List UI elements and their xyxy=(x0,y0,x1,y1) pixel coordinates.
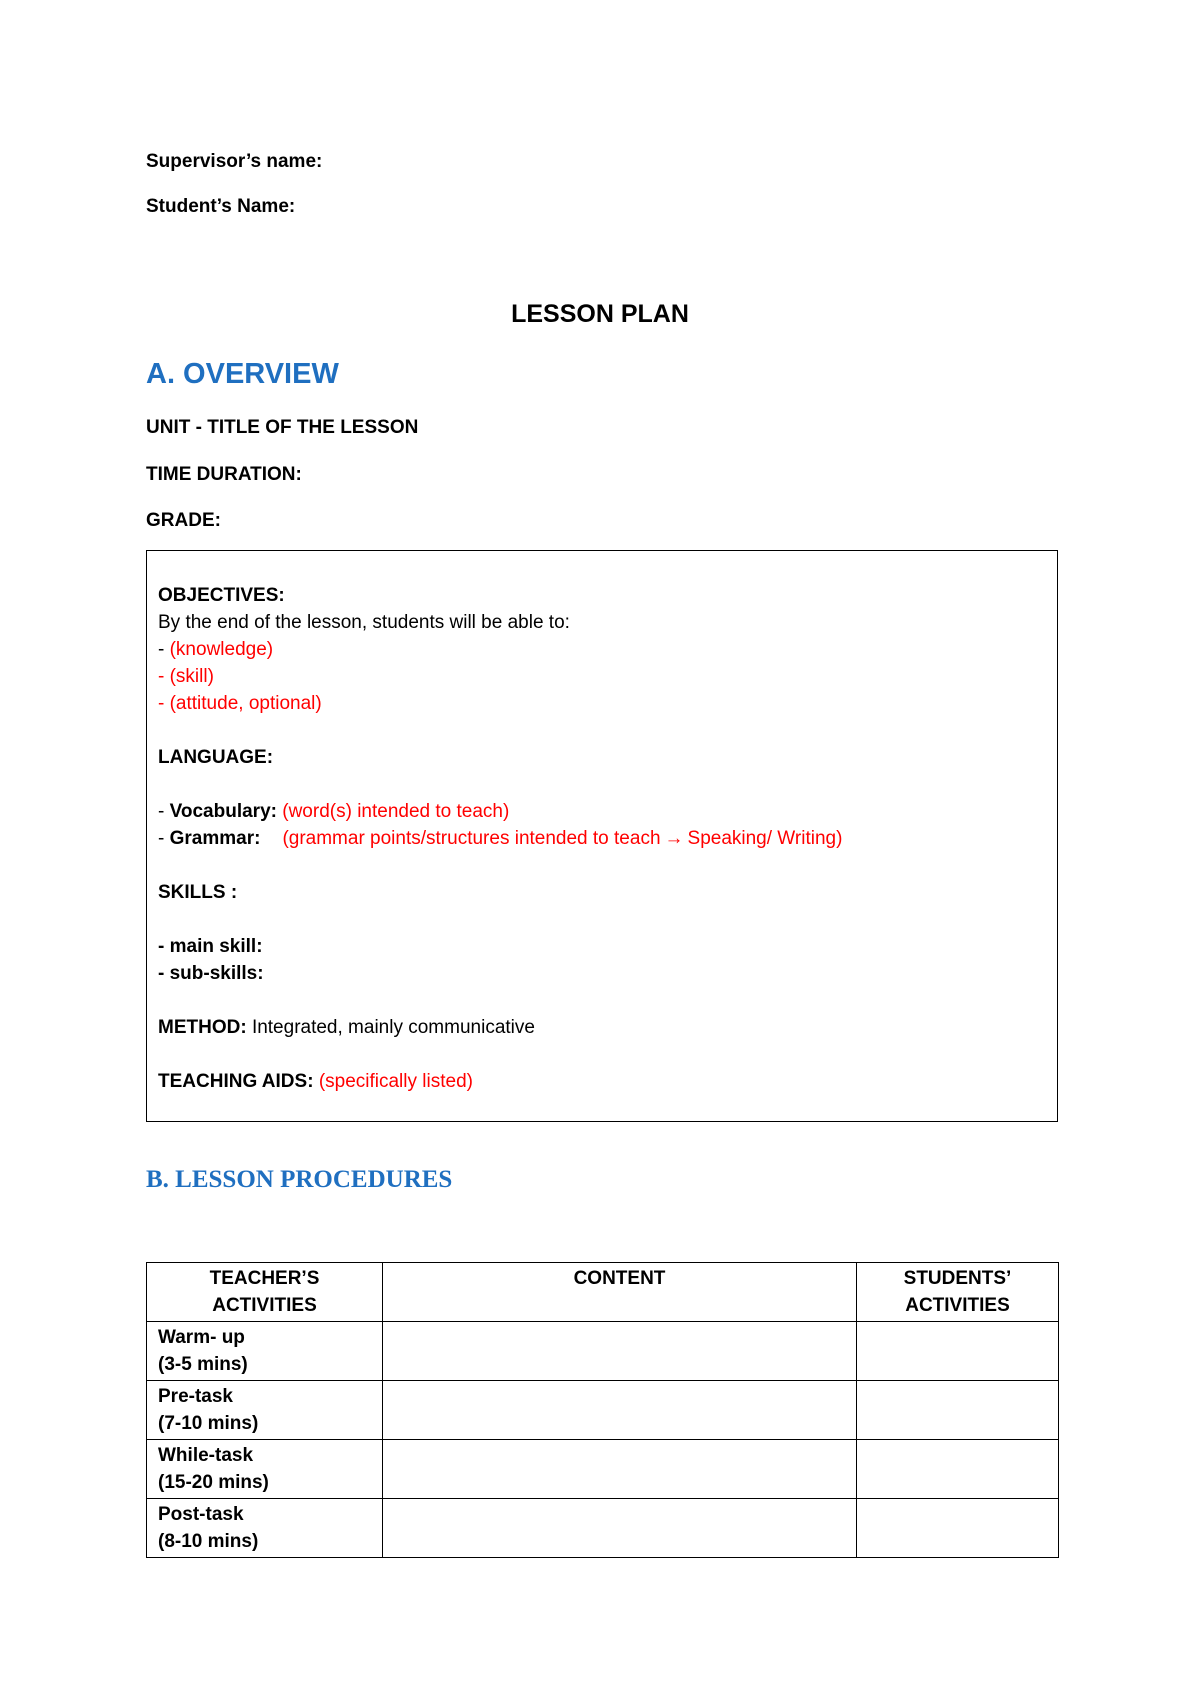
time-duration-label: TIME DURATION: xyxy=(146,464,302,485)
students-cell[interactable] xyxy=(857,1440,1059,1499)
objective-item: - (knowledge) xyxy=(158,639,274,660)
students-cell[interactable] xyxy=(857,1322,1059,1381)
column-header-content: CONTENT xyxy=(383,1263,857,1322)
stage-cell: Post-task (8-10 mins) xyxy=(147,1499,383,1558)
objective-item: - (skill) xyxy=(158,666,214,687)
supervisor-name-label: Supervisor’s name: xyxy=(146,151,323,172)
table-header-row xyxy=(147,1263,1059,1322)
table-row xyxy=(147,1499,1059,1558)
section-a-heading: A. OVERVIEW xyxy=(146,358,339,390)
main-skill-label: - main skill: xyxy=(158,936,263,957)
stage-cell: Warm- up (3-5 mins) xyxy=(147,1322,383,1381)
content-cell[interactable] xyxy=(383,1440,857,1499)
unit-title-label: UNIT - TITLE OF THE LESSON xyxy=(146,417,419,438)
procedures-table xyxy=(146,1262,1059,1558)
overview-box xyxy=(146,550,1058,1122)
content-cell[interactable] xyxy=(383,1499,857,1558)
stage-cell: While-task (15-20 mins) xyxy=(147,1440,383,1499)
column-header-students: STUDENTS’ ACTIVITIES xyxy=(857,1263,1059,1322)
teaching-aids-line: TEACHING AIDS: (specifically listed) xyxy=(158,1071,473,1092)
vocabulary-line: - Vocabulary: (word(s) intended to teach) xyxy=(158,801,510,822)
stage-cell: Pre-task (7-10 mins) xyxy=(147,1381,383,1440)
content-cell[interactable] xyxy=(383,1322,857,1381)
section-b-heading: B. LESSON PROCEDURES xyxy=(146,1166,453,1193)
skills-label: SKILLS : xyxy=(158,882,238,903)
arrow-right-icon: → xyxy=(664,828,684,849)
document-title: LESSON PLAN xyxy=(511,300,689,328)
student-name-label: Student’s Name: xyxy=(146,196,296,217)
method-line: METHOD: Integrated, mainly communicative xyxy=(158,1017,535,1038)
table-row xyxy=(147,1381,1059,1440)
objectives-intro: By the end of the lesson, students will be able to: xyxy=(158,612,570,633)
content-cell[interactable] xyxy=(383,1381,857,1440)
students-cell[interactable] xyxy=(857,1499,1059,1558)
objective-item: - (attitude, optional) xyxy=(158,693,322,714)
students-cell[interactable] xyxy=(857,1381,1059,1440)
grade-label: GRADE: xyxy=(146,510,221,531)
table-row xyxy=(147,1322,1059,1381)
language-label: LANGUAGE: xyxy=(158,747,274,768)
objectives-label: OBJECTIVES: xyxy=(158,585,285,606)
grammar-line: - Grammar: (grammar points/structures intended to teach → Speaking/ Writing) xyxy=(158,828,843,849)
table-row xyxy=(147,1440,1059,1499)
column-header-teacher: TEACHER’S ACTIVITIES xyxy=(147,1263,383,1322)
sub-skills-label: - sub-skills: xyxy=(158,963,264,984)
